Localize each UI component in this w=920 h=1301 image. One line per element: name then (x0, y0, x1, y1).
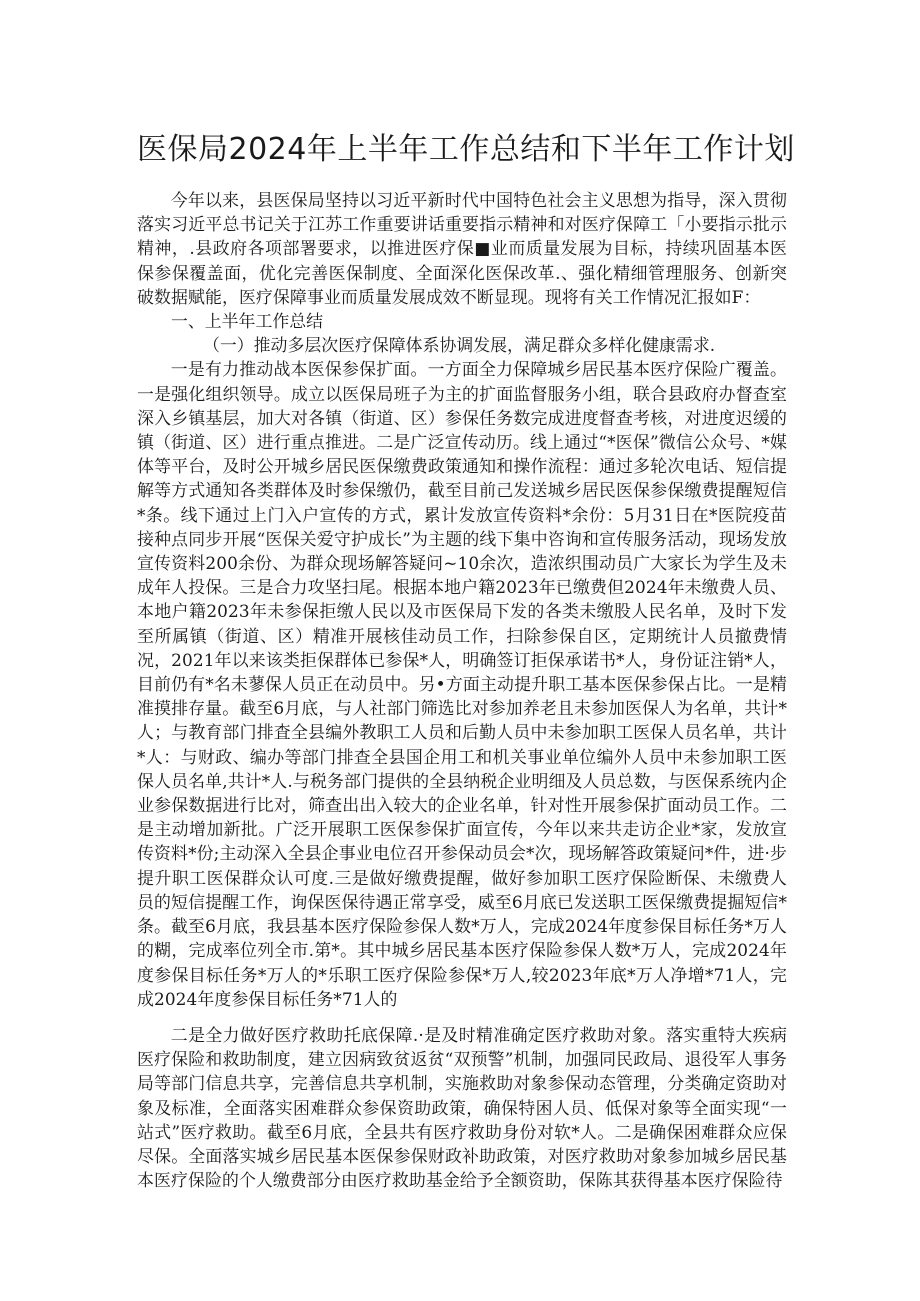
document-title: 医保局2024年上半年工作总结和下半年工作计划 (137, 132, 795, 167)
intro-paragraph: 今年以来，县医保局坚持以习近平新时代中国特色社会主义思想为指导，深入贯彻落实习近平总书记关于江苏工作重要讲话重要指示精神和对医疗保障工「小要指示批示精神，.县政府各项部署要求，以推进医疗保■业而质量发展为目标，持续巩固基本医保参保覆盖面，优化完善医保制度、全面深化医保改革.、强化精细管理服务、创新突破数据赋能，医疗保障事业而质量发展成效不断显现。现将有关工作情况汇报如F： (137, 190, 787, 307)
body-paragraph: 一是有力推动战本医保参保扩面。一方面全力保障城乡居民基本医疗保险广覆盖。一是强化组织领导。成立以医保局班子为主的扩面监督服务小组，联合县政府办督查室深入乡镇基层，加大对各镇（街道、区）参保任务数完成进度督查考核，对进度迟缓的镇（街道、区）进行重点推进。二是广泛宣传动历。线上通过“*医保”微信公众号、*媒体等平台，及时公开城乡居民医保缴费政策通知和操作流程：通过多轮次电话、短信提解等方式通知各类群体及时参保缴仍，截至目前己发送城乡居民医保参保缴费提醒短信*条。线下通过上门入户宣传的方式，累计发放宣传资料*余份：5月31日在*医院疫苗接种点同步开展“医保关爱守护成长”为主题的线下集中咨询和宣传服务活动，现场发放宣传资料200余份、为群众现场解答疑问~10余次，造浓织围动员广大家长为学生及未成年人投保。三是合力攻坚扫尾。根据本地户籍2023年已缴费但2024年未缴费人员、本地户籍2023年未参保拒缴人民以及市医保局下发的各类未缴股人民名单，及时下发至所属镇（街道、区）精准开展核佳动员工作，扫除参保自区，定期统计人员撤费情况，2021年以来该类拒保群体已参保*人，明确签订拒保承诺书*人，身份证注销*人，目前仍有*名未蓼保人员正在动员中。另•方面主动提升职工基本医保参保占比。一是精准摸排存量。截至6月底，与人社部门筛选比对参加养老且未参加医保人为名单，共计*人；与教育部门排査全县编外教职工人员和后勤人员中未参加职工医保人员名单，共计*人：与财政、编办等部门排查全县国企用工和机关事业单位编外人员中未参加职工医保人员名单,共计*人.与税务部门提供的全县纳税企业明细及人员总数，与医保系统内企业参保数据进行比对，筛查出出入较大的企业名单，针对性开展参保扩面动员工作。二是主动增加新批。广泛开展职工医保参保扩面宣传，今年以来共走访企业*家，发放宣传资料*份;主动深入全县企事业电位召开参保动员会*次，现场解答政策疑问*件，进·步提升职工医保群众认可度.三是做好缴费提醒，做好参加职工医疗保险断保、未缴费人员的短信提醒工作，询保医保待遇正常享受，威至6月底已发送职工医保缴费提掘短信*条。截至6月底，我县基本医疗保险参保人数*万人，完成2024年度参保目标任务*万人的糊，完成率位列全市.第*。其中城乡居民基本医疗保险参保人数*万人，完成2024年度参保目标任务*万人的*乐职工医疗保险参保*万人,较2023年底*万人净增*71人，完成2024年度参保目标任务*71人的 (137, 359, 787, 1009)
body-paragraph: 二是全力做好医疗救助托底保障.·是及时精准确定医疗救助对象。落实重特大疾病医疗保险和救助制度，建立因病致贫返贫“双预警”机制，加强同民政局、退役军人事务局等部门信息共享，完善信息共享机制，实施救助对象参保动态管理，分类确定资助对象及标准，全面落实困难群众参保资助政策，确保特困人员、低保对象等全面实现“一站式”医疗救助。截至6月底，全县共有医疗救助身份对软*人。二是确保困难群众应保尽保。全面落实城乡居民基本医保参保财政补助政策，对医疗救助对象参加城乡居民基本医疗保险的个人缴费部分由医疗救助基金给予全额资助，保陈其获得基本医疗保险待 (137, 1024, 787, 1191)
subsection-heading: （一）推动多层次医疗保障体系协调发展，满足群众多样化健康需求. (203, 335, 716, 356)
document-page (137, 128, 795, 1192)
section-heading: 一、上半年工作总结 (171, 311, 324, 332)
paragraph-gap (137, 1011, 787, 1023)
